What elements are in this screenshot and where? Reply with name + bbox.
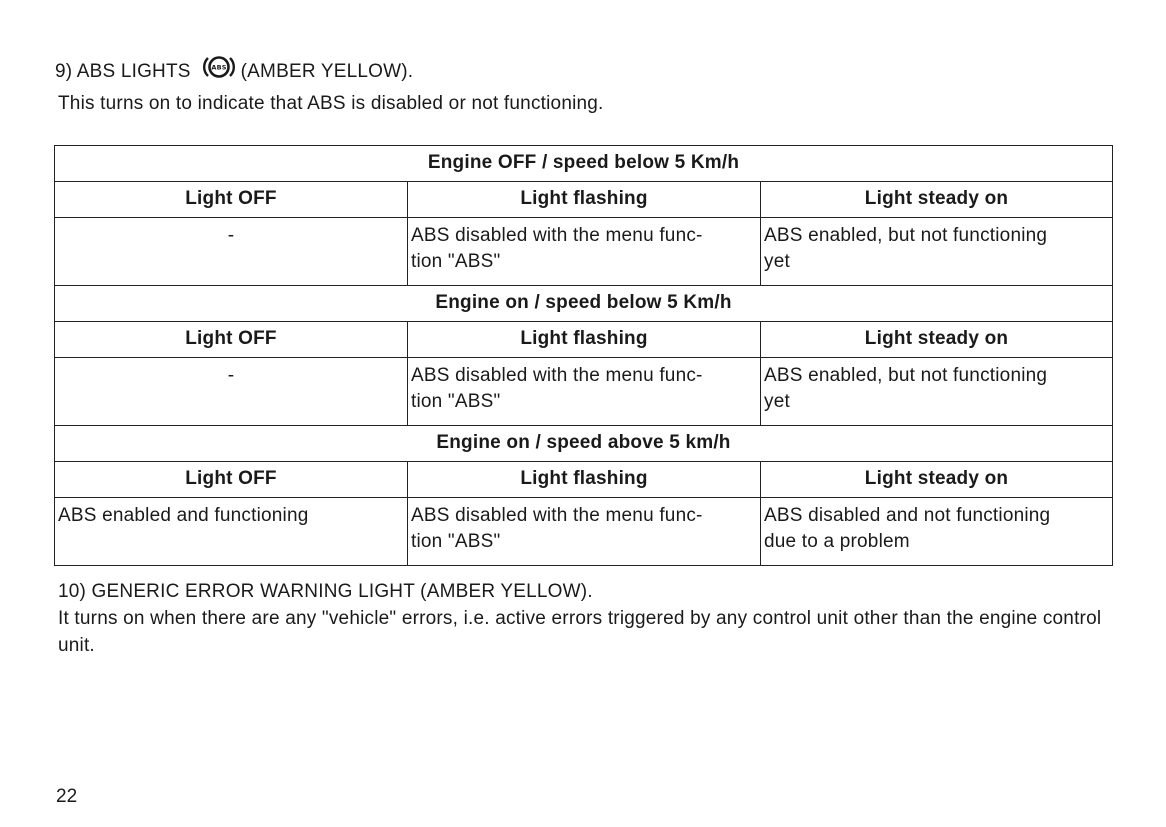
table-cell: ABS disabled and not functioning due to a problem: [761, 498, 1113, 566]
abs-icon-label: ABS: [211, 63, 227, 72]
column-header: Light OFF: [55, 322, 408, 358]
section-9-title-suffix: (AMBER YELLOW).: [240, 61, 414, 82]
section-9-description: This turns on to indicate that ABS is disabled or not functioning.: [58, 93, 604, 114]
abs-warning-icon: [201, 54, 237, 80]
section-9-title-prefix: 9) ABS LIGHTS: [55, 61, 191, 82]
page-number: 22: [56, 786, 78, 807]
table-cell: -: [55, 358, 408, 426]
section-10-title: 10) GENERIC ERROR WARNING LIGHT (AMBER YELLOW).: [58, 581, 593, 602]
condition-row: Engine on / speed above 5 km/h: [55, 426, 1113, 462]
column-header: Light OFF: [55, 462, 408, 498]
table-cell: ABS enabled, but not functioning yet: [761, 358, 1113, 426]
table-cell: ABS enabled and functioning: [55, 498, 408, 566]
column-header: Light OFF: [55, 182, 408, 218]
table-cell: ABS disabled with the menu func- tion "ABS": [408, 218, 761, 286]
condition-row: Engine on / speed below 5 Km/h: [55, 286, 1113, 322]
column-header: Light flashing: [408, 322, 761, 358]
table-cell: ABS disabled with the menu func- tion "ABS": [408, 358, 761, 426]
section-10-description: It turns on when there are any "vehicle" errors, i.e. active errors triggered by any control unit other than the engine control unit.: [58, 608, 1102, 656]
column-header: Light steady on: [761, 182, 1113, 218]
column-header: Light flashing: [408, 182, 761, 218]
column-header: Light steady on: [761, 462, 1113, 498]
table-cell: ABS disabled with the menu func- tion "ABS": [408, 498, 761, 566]
condition-row: Engine OFF / speed below 5 Km/h: [55, 146, 1113, 182]
section-9-heading: [55, 58, 413, 86]
table-cell: ABS enabled, but not functioning yet: [761, 218, 1113, 286]
column-header: Light flashing: [408, 462, 761, 498]
column-header: Light steady on: [761, 322, 1113, 358]
abs-light-table: [54, 145, 1113, 566]
table-cell: -: [55, 218, 408, 286]
